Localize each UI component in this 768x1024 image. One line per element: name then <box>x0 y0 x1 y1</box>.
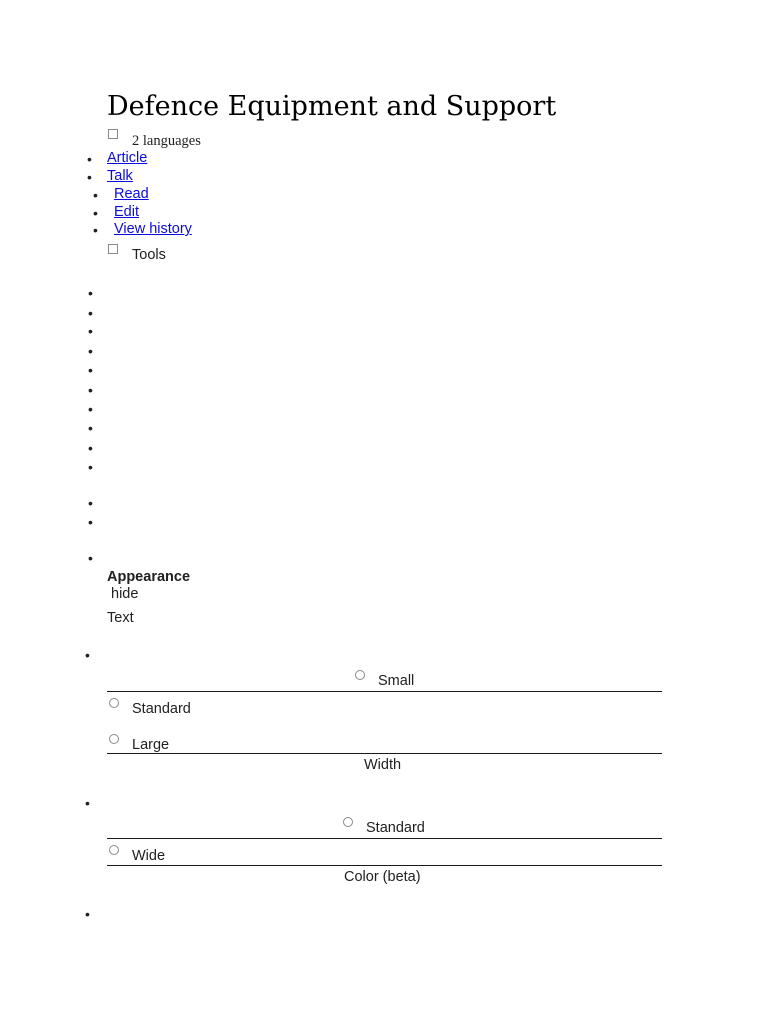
tab-view-history[interactable]: View history <box>114 221 192 237</box>
tab-edit[interactable]: Edit <box>114 204 139 220</box>
list-bullet: • <box>88 550 93 566</box>
languages-checkbox[interactable] <box>108 129 118 139</box>
text-large-radio[interactable] <box>109 734 119 744</box>
bullet: • <box>93 222 98 238</box>
list-bullet: • <box>88 420 93 436</box>
list-bullet: • <box>88 459 93 475</box>
width-wide-radio[interactable] <box>109 845 119 855</box>
text-standard-radio[interactable] <box>109 698 119 708</box>
text-size-label: Text <box>107 610 134 626</box>
bullet: • <box>93 205 98 221</box>
list-bullet: • <box>88 382 93 398</box>
divider <box>107 753 662 754</box>
tools-checkbox[interactable] <box>108 244 118 254</box>
list-bullet: • <box>85 647 90 663</box>
width-standard-radio[interactable] <box>343 817 353 827</box>
text-standard-label[interactable]: Standard <box>132 701 191 717</box>
appearance-heading: Appearance <box>107 569 191 585</box>
appearance-hide-button[interactable]: hide <box>111 586 139 602</box>
list-bullet: • <box>88 285 93 301</box>
width-label: Width <box>364 757 402 773</box>
color-label: Color (beta) <box>344 869 421 885</box>
list-bullet: • <box>85 906 90 922</box>
page-title: Defence Equipment and Support <box>107 91 557 122</box>
tools-label[interactable]: Tools <box>132 247 166 263</box>
width-wide-label[interactable]: Wide <box>132 848 166 864</box>
text-small-radio[interactable] <box>355 670 365 680</box>
bullet: • <box>93 187 98 203</box>
list-bullet: • <box>88 440 93 456</box>
languages-label[interactable]: 2 languages <box>132 133 201 149</box>
text-small-label[interactable]: Small <box>378 673 415 689</box>
list-bullet: • <box>85 795 90 811</box>
divider <box>107 865 662 866</box>
bullet: • <box>87 169 92 185</box>
tab-talk[interactable]: Talk <box>107 168 133 184</box>
divider <box>107 838 662 839</box>
bullet: • <box>87 151 92 167</box>
text-large-label[interactable]: Large <box>132 737 170 753</box>
list-bullet: • <box>88 343 93 359</box>
list-bullet: • <box>88 401 93 417</box>
width-standard-label[interactable]: Standard <box>366 820 425 836</box>
list-bullet: • <box>88 362 93 378</box>
divider <box>107 691 662 692</box>
tab-article[interactable]: Article <box>107 150 148 166</box>
list-bullet: • <box>88 514 93 530</box>
tab-read[interactable]: Read <box>114 186 149 202</box>
list-bullet: • <box>88 323 93 339</box>
list-bullet: • <box>88 495 93 511</box>
list-bullet: • <box>88 305 93 321</box>
